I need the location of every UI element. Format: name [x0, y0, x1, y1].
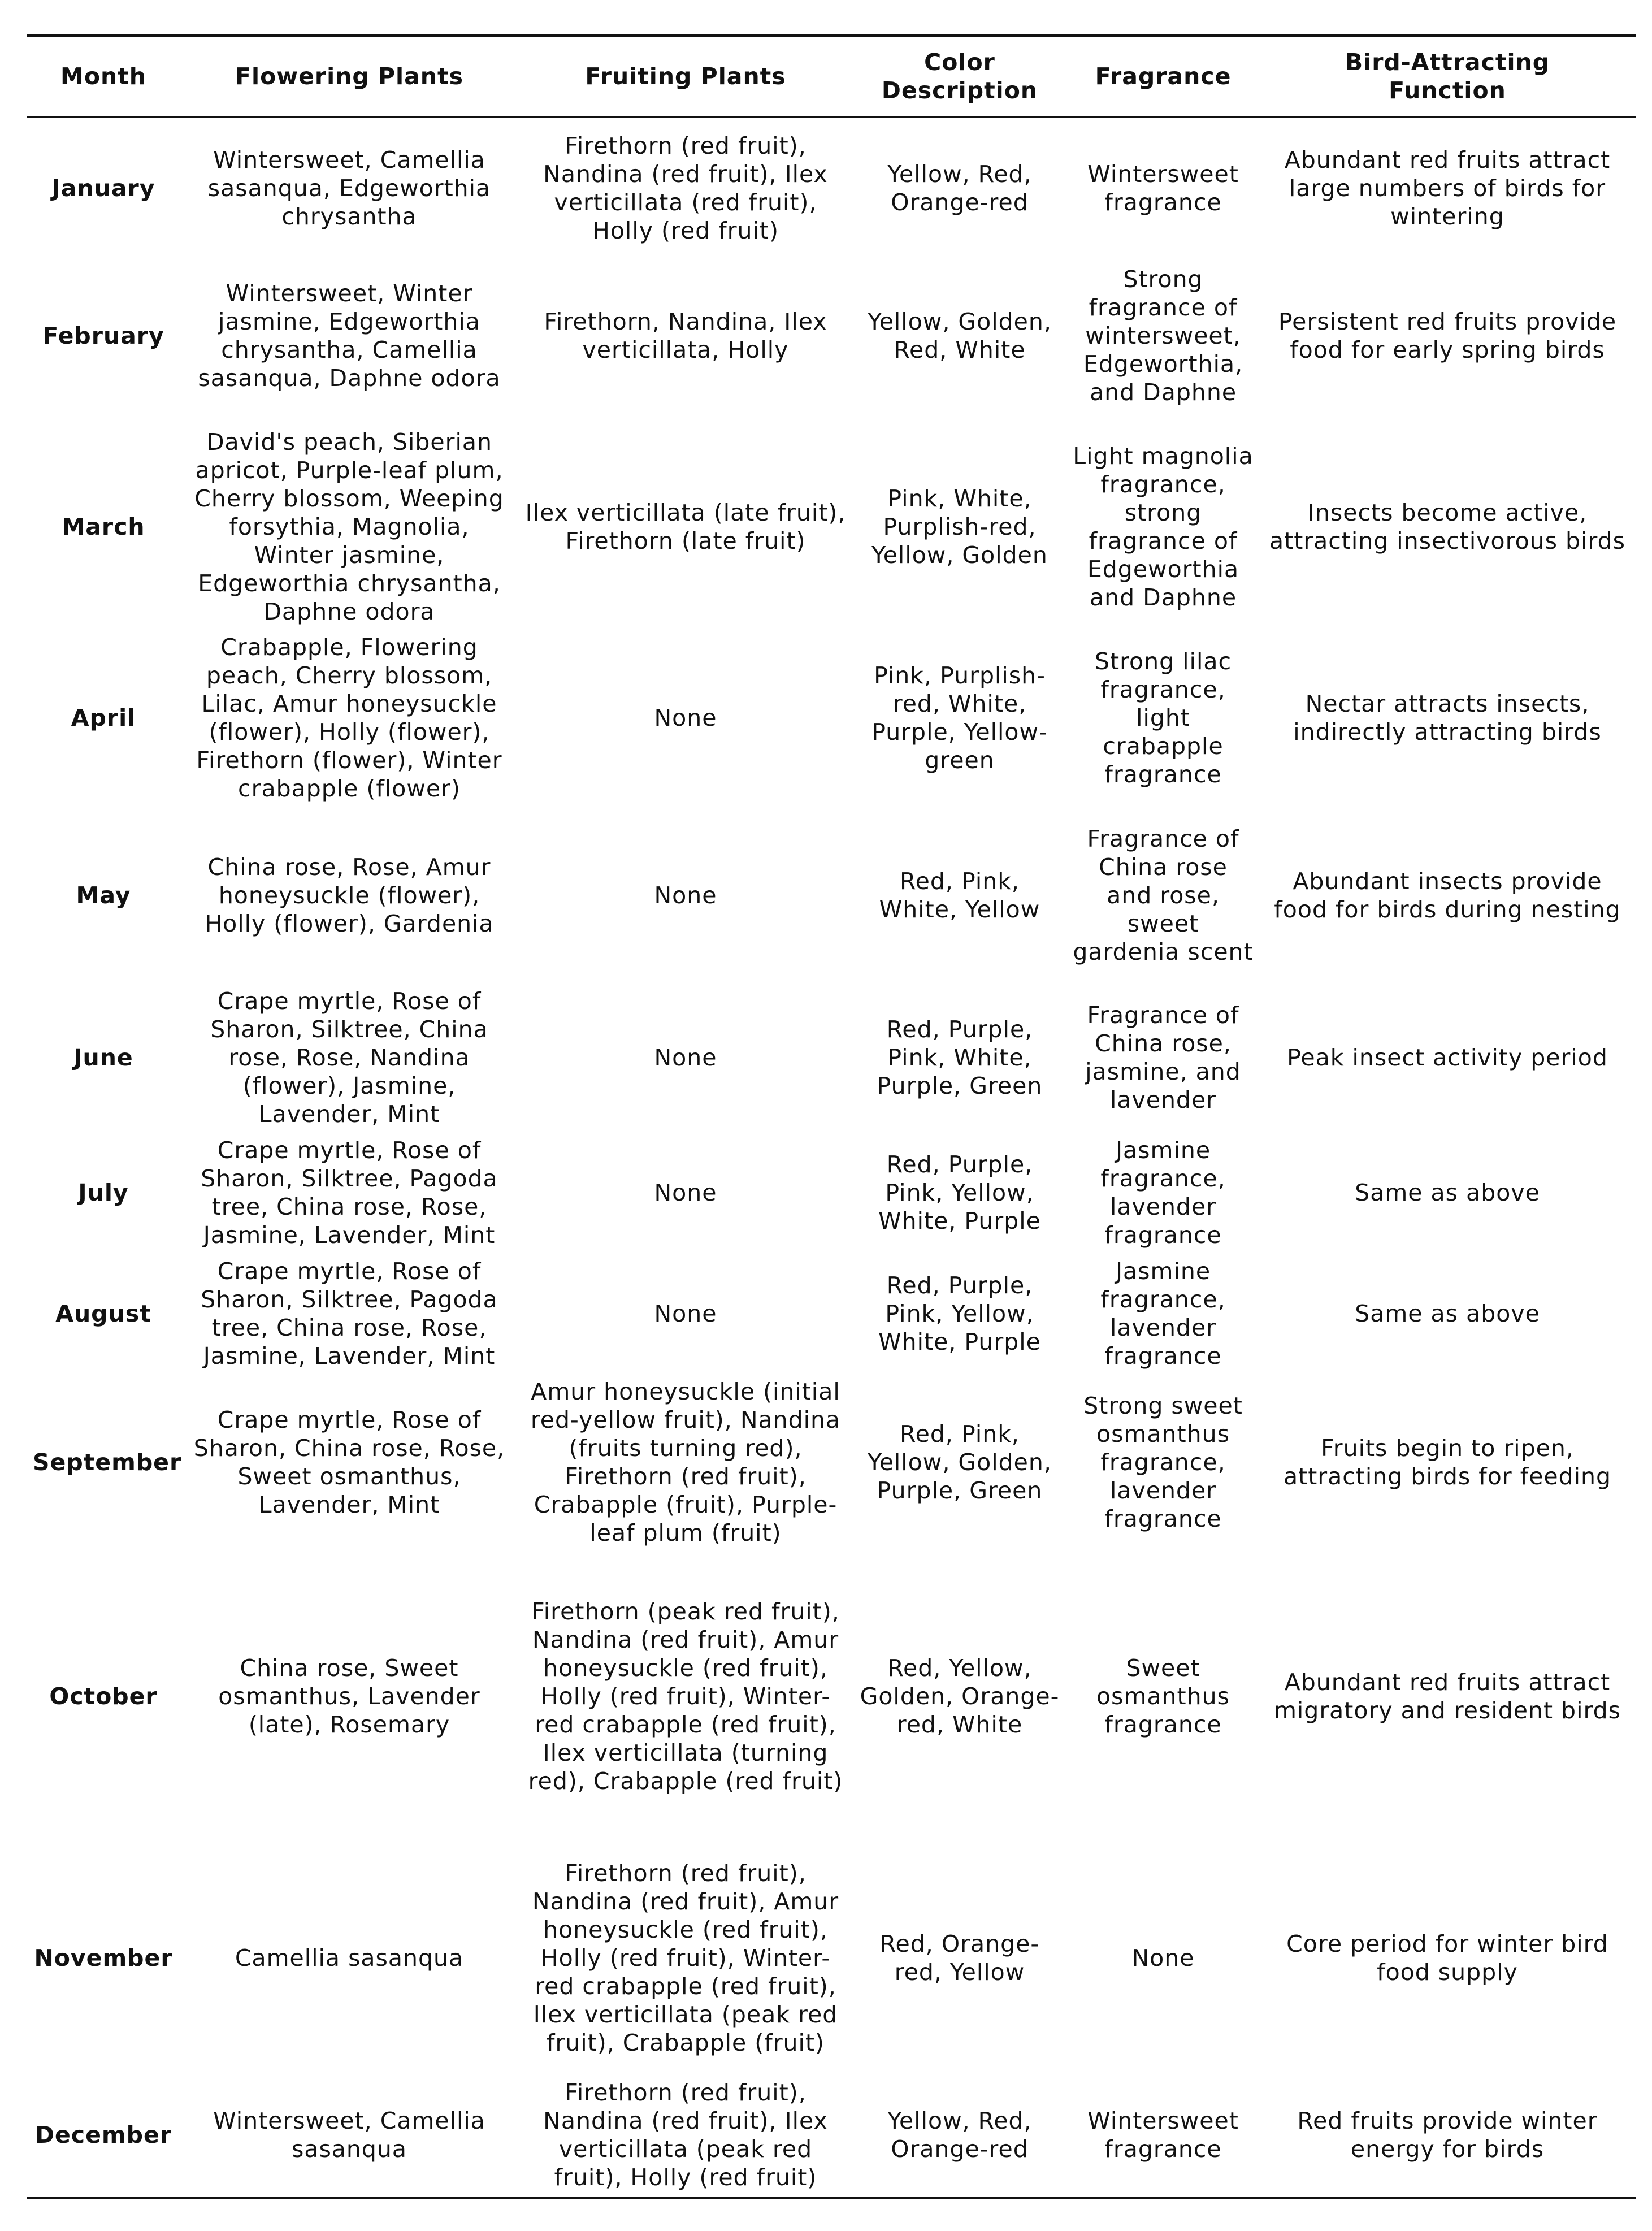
color-cell: Red, Purple, Pink, Yellow, White, Purple [878, 1150, 1041, 1234]
header-color-description: Color Description [881, 49, 1038, 104]
fruiting-cell: Firethorn (peak red fruit), Nandina (red fruit), Amur honeysuckle (red fruit), Holly (red fruit), Winter-red crabapple (red fruit), Ilex verticillata (turning red), Crabapple (red fruit) [528, 1597, 843, 1795]
table-row [27, 2074, 1636, 2198]
flowering-cell: Crape myrtle, Rose of Sharon, Silktree, China rose, Rose, Nandina (flower), Jasmine, Lavender, Mint [210, 987, 488, 1128]
flowering-cell: Wintersweet, Camellia sasanqua, Edgeworthia chrysantha [207, 146, 491, 231]
fruiting-cell: None [654, 1179, 717, 1206]
month-cell: January [51, 175, 155, 202]
color-cell: Yellow, Golden, Red, White [868, 307, 1052, 363]
month-cell: November [34, 1944, 173, 1972]
table-row [27, 426, 1636, 628]
table-row [27, 1374, 1636, 1550]
plant-calendar-table [27, 34, 1636, 2199]
header-fragrance: Fragrance [1095, 63, 1232, 90]
fragrance-cell: None [1131, 1944, 1195, 1972]
table-row [27, 1132, 1636, 1253]
fragrance-cell: Wintersweet fragrance [1087, 161, 1239, 216]
flowering-cell: China rose, Rose, Amur honeysuckle (flower), Holly (flower), Gardenia [205, 853, 494, 937]
function-cell: Insects become active, attracting insectivorous birds [1269, 499, 1625, 554]
month-cell: July [78, 1179, 129, 1206]
color-cell: Pink, White, Purplish-red, Yellow, Golden [871, 484, 1048, 569]
fragrance-cell: Wintersweet fragrance [1087, 2107, 1239, 2163]
month-cell: August [55, 1299, 151, 1327]
color-cell: Red, Yellow, Golden, Orange-red, White [860, 1654, 1060, 1738]
color-cell: Red, Orange-red, Yellow [879, 1930, 1040, 1986]
table-row [27, 1550, 1636, 1842]
table-row [27, 117, 1636, 246]
color-cell: Red, Purple, Pink, White, Purple, Green [877, 1015, 1043, 1099]
color-cell: Yellow, Red, Orange-red [887, 161, 1032, 216]
fruiting-cell: Ilex verticillata (late fruit), Firethorn (late fruit) [525, 499, 846, 554]
fruiting-cell: Firethorn (red fruit), Nandina (red fruit), Ilex verticillata (peak red fruit), Holly (red fruit) [543, 2079, 828, 2191]
table-row [27, 1253, 1636, 1374]
fragrance-cell: Jasmine fragrance, lavender fragrance [1100, 1136, 1226, 1249]
month-cell: April [71, 704, 136, 731]
fruiting-cell: None [654, 704, 717, 731]
month-cell: September [33, 1448, 182, 1476]
fruiting-cell: Firethorn, Nandina, Ilex verticillata, Holly [544, 307, 827, 363]
function-cell: Same as above [1355, 1179, 1540, 1206]
document-page [27, 34, 1636, 2199]
flowering-cell: Wintersweet, Camellia sasanqua [213, 2107, 485, 2163]
color-cell: Red, Pink, Yellow, Golden, Purple, Green [868, 1420, 1052, 1504]
fruiting-cell: None [654, 1043, 717, 1071]
month-cell: December [34, 2121, 172, 2149]
month-cell: March [62, 513, 145, 540]
flowering-cell: David's peach, Siberian apricot, Purple-leaf plum, Cherry blossom, Weeping forsythia, Magnolia, Winter jasmine, Edgeworthia chrysantha, Daphne odora [194, 428, 504, 625]
flowering-cell: Wintersweet, Winter jasmine, Edgeworthia chrysantha, Camellia sasanqua, Daphne odora [198, 279, 501, 392]
flowering-cell: Crape myrtle, Rose of Sharon, Silktree, Pagoda tree, China rose, Rose, Jasmine, Lavender, Mint [201, 1136, 498, 1249]
month-cell: June [73, 1043, 133, 1071]
flowering-cell: Crape myrtle, Rose of Sharon, Silktree, Pagoda tree, China rose, Rose, Jasmine, Lavender, Mint [201, 1257, 498, 1370]
function-cell: Abundant insects provide food for birds during nesting [1274, 867, 1621, 923]
table-row [27, 1842, 1636, 2074]
flowering-cell: Camellia sasanqua [235, 1944, 464, 1972]
color-cell: Yellow, Red, Orange-red [887, 2107, 1032, 2163]
table-row [27, 808, 1636, 983]
function-cell: Abundant red fruits attract large numbers of birds for wintering [1284, 146, 1611, 231]
fragrance-cell: Light magnolia fragrance, strong fragrance of Edgeworthia and Daphne [1073, 442, 1254, 611]
function-cell: Fruits begin to ripen, attracting birds for feeding [1284, 1434, 1611, 1490]
fragrance-cell: Jasmine fragrance, lavender fragrance [1100, 1257, 1226, 1370]
function-cell: Persistent red fruits provide food for early spring birds [1278, 307, 1617, 363]
function-cell: Red fruits provide winter energy for birds [1297, 2107, 1598, 2163]
header-bird-attracting-function: Bird-Attracting Function [1345, 49, 1550, 104]
function-cell: Abundant red fruits attract migratory and resident birds [1273, 1668, 1621, 1724]
color-cell: Pink, Purplish-red, White, Purple, Yellow-green [871, 661, 1048, 774]
fruiting-cell: None [654, 1299, 717, 1327]
month-cell: February [42, 322, 164, 349]
fruiting-cell: None [654, 881, 717, 909]
color-cell: Red, Pink, White, Yellow [879, 867, 1040, 923]
flowering-cell: China rose, Sweet osmanthus, Lavender (late), Rosemary [218, 1654, 480, 1738]
header-month: Month [60, 63, 146, 90]
table-header-row [27, 36, 1636, 117]
fragrance-cell: Fragrance of China rose and rose, sweet gardenia scent [1073, 825, 1254, 965]
flowering-cell: Crape myrtle, Rose of Sharon, China rose, Rose, Sweet osmanthus, Lavender, Mint [193, 1406, 505, 1518]
function-cell: Peak insect activity period [1287, 1043, 1608, 1071]
table-row [27, 246, 1636, 426]
fragrance-cell: Sweet osmanthus fragrance [1096, 1654, 1230, 1738]
table-row [27, 983, 1636, 1132]
color-cell: Red, Purple, Pink, Yellow, White, Purple [878, 1271, 1041, 1355]
header-flowering-plants: Flowering Plants [235, 63, 463, 90]
fragrance-cell: Strong fragrance of wintersweet, Edgeworthia, and Daphne [1083, 265, 1243, 406]
function-cell: Same as above [1355, 1299, 1540, 1327]
header-fruiting-plants: Fruiting Plants [585, 63, 786, 90]
function-cell: Nectar attracts insects, indirectly attracting birds [1293, 690, 1602, 746]
function-cell: Core period for winter bird food supply [1286, 1930, 1608, 1986]
fragrance-cell: Strong lilac fragrance, light crabapple fragrance [1094, 647, 1232, 788]
month-cell: May [76, 881, 131, 909]
table-row [27, 628, 1636, 808]
fragrance-cell: Fragrance of China rose, jasmine, and lavender [1085, 1001, 1241, 1114]
fruiting-cell: Amur honeysuckle (initial red-yellow fruit), Nandina (fruits turning red), Firethorn (red fruit), Crabapple (fruit), Purple-leaf plum (fruit) [530, 1377, 841, 1546]
fruiting-cell: Firethorn (red fruit), Nandina (red fruit), Amur honeysuckle (red fruit), Holly (red fruit), Winter-red crabapple (red fruit), Ilex verticillata (peak red fruit), Crabapple (fruit) [532, 1859, 839, 2056]
month-cell: October [49, 1682, 158, 1710]
fragrance-cell: Strong sweet osmanthus fragrance, lavender fragrance [1083, 1392, 1243, 1532]
fruiting-cell: Firethorn (red fruit), Nandina (red fruit), Ilex verticillata (red fruit), Holly (red fruit) [543, 132, 828, 245]
flowering-cell: Crabapple, Flowering peach, Cherry blossom, Lilac, Amur honeysuckle (flower), Holly (flower), Firethorn (flower), Winter crabapple (flower) [196, 633, 502, 802]
